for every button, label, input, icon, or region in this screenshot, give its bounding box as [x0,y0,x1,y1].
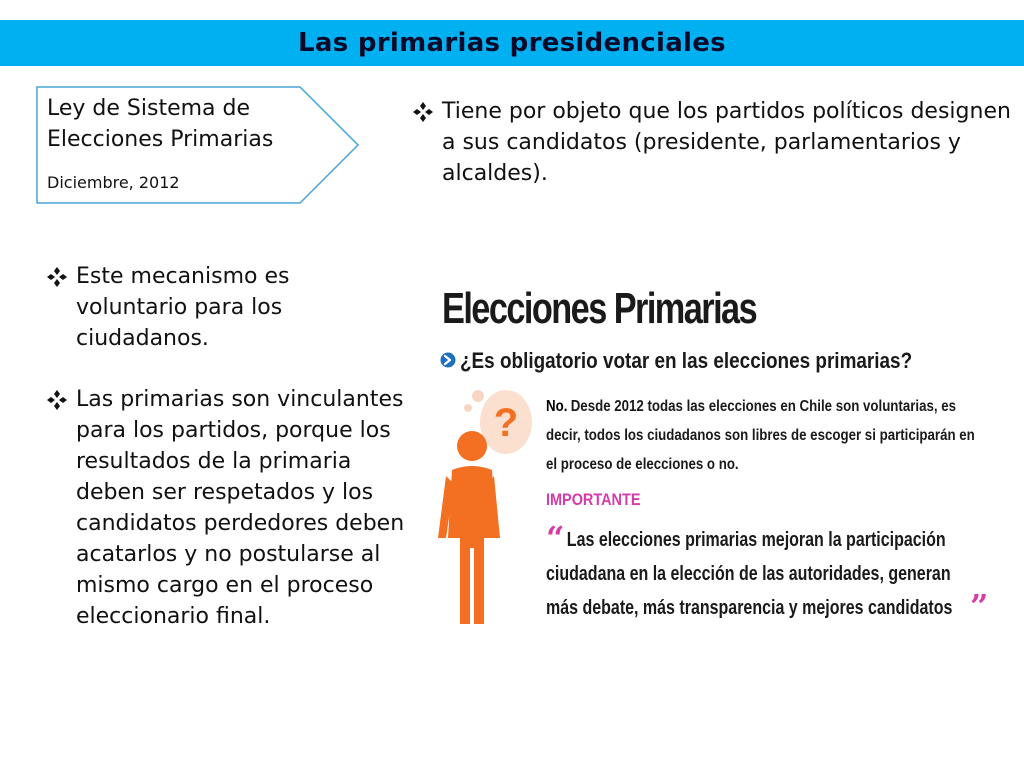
slide-title: Las primarias presidenciales [298,28,726,58]
bullet-text: Tiene por objeto que los partidos políticos designen a sus candidatos (presidente, parlamentarios y alcaldes). [442,99,1011,186]
quote-open-mark: “ [546,519,565,557]
infographic-question: ¿Es obligatorio votar en las elecciones primarias? [460,348,913,373]
answer-text: Desde 2012 todas las elecciones en Chile son voluntarias, es decir, todos los ciudadanos son libres de escoger si participarán en el proceso de elecciones o no. [546,398,975,473]
infographic-answer [546,392,978,479]
diamond-bullet-icon [46,266,68,288]
infographic-quote [546,519,978,625]
law-name: Ley de Sistema de Elecciones Primarias [47,96,274,152]
bullet-item [412,96,1012,189]
law-arrow-box [36,86,360,204]
answer-no: No. [546,398,568,415]
person-thinking-icon [438,388,543,628]
person-question-mark: ? [493,401,519,445]
infographic-important-label: IMPORTANTE [546,490,641,509]
law-date: Diciembre, 2012 [47,173,180,192]
bullet-text: Las primarias son vinculantes para los partidos, porque los resultados de la primaria deben ser respetados y los candidatos perdedores deben acatarlos y no postularse al mismo cargo en el proceso eleccionario final. [76,387,405,629]
bullet-item [46,261,406,354]
quote-text: Las elecciones primarias mejoran la participación ciudadana en la elección de las autoridades, generan más debate, más transparencia y mejores candidatos [546,529,953,619]
right-bullet-list [412,96,1012,189]
infographic-image [430,270,1005,640]
diamond-bullet-icon [412,101,434,123]
quote-close-mark: ” [970,587,989,625]
diamond-bullet-icon [46,389,68,411]
bullet-text: Este mecanismo es voluntario para los ciudadanos. [76,264,290,351]
infographic-title: Elecciones Primarias [442,284,757,333]
left-bullet-list [46,261,406,632]
title-bar [0,20,1024,66]
bullet-item [46,384,406,632]
arrow-circle-icon [440,352,456,368]
